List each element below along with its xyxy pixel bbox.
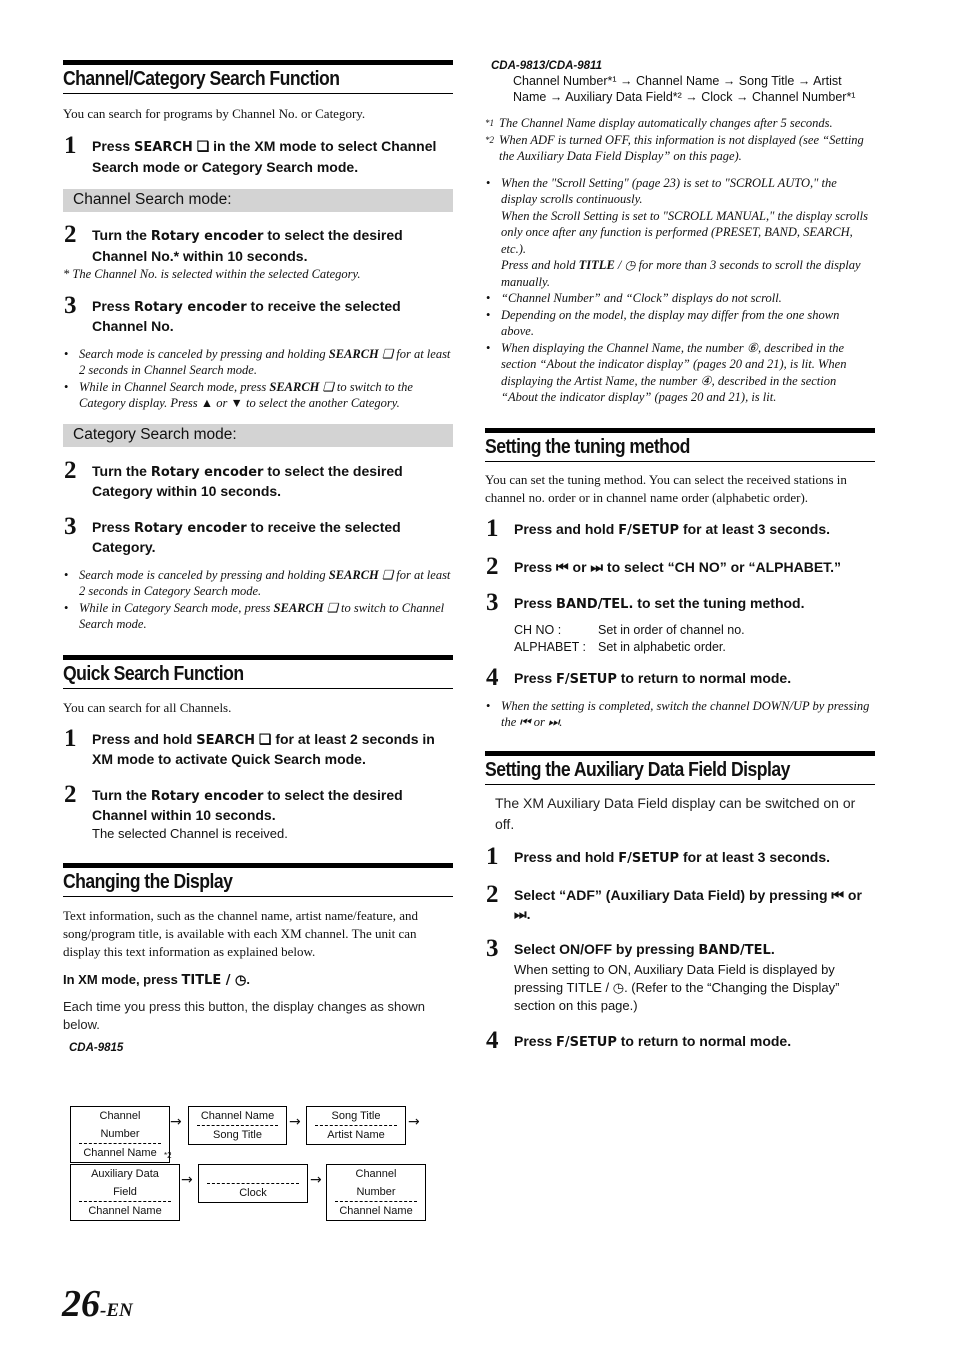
- arrow-icon: →: [408, 1114, 420, 1130]
- band-channel-search: Channel Search mode:: [63, 189, 453, 212]
- flow-box: Channel Name Song Title: [188, 1106, 287, 1145]
- flow-box: Channel Number Channel Name: [70, 1106, 170, 1163]
- step-1: 1 Press SEARCH ❏ in the XM mode to select Channel Search mode or Category Search mode.: [64, 132, 437, 175]
- step-1: 1 Press and hold F/SETUP for at least 3 seconds.: [486, 514, 831, 542]
- clock-icon: ◷: [235, 971, 247, 987]
- section-tuning-method: [485, 428, 875, 462]
- intro-text: You can set the tuning method. You can select the received stations in channel no. order or in channel name order (alphabetic order).: [485, 471, 847, 505]
- flow-box: Clock: [198, 1164, 308, 1203]
- flow-box: Channel Number Channel Name: [326, 1164, 426, 1221]
- flow-box: Auxiliary Data Field Channel Name: [70, 1164, 180, 1221]
- arrow-icon: →: [310, 1172, 322, 1188]
- section-title: Channel/Category Search Function: [63, 68, 340, 90]
- section-quick-search: [63, 655, 453, 689]
- list-item: • Search mode is canceled by pressing and holding SEARCH ❏ for at least 2 seconds in Category Search mode.: [63, 567, 453, 600]
- step-3: 3 Press Rotary encoder to receive the selected Channel No.: [64, 291, 401, 334]
- display-sequence: Channel Number*¹ → Channel Name → Song Title → Artist Name → Auxiliary Data Field*² → Clock → Channel Number*¹: [513, 74, 856, 104]
- list-item: • “Channel Number” and “Clock” displays do not scroll.: [485, 290, 875, 307]
- step-2: 2 Turn the Rotary encoder to select the desired Category within 10 seconds.: [64, 456, 403, 499]
- right-column: [485, 60, 875, 1052]
- step-1: 1 Press and hold SEARCH ❏ for at least 2 seconds in XM mode to activate Quick Search mode.: [64, 724, 435, 767]
- page-number: 26-EN: [62, 1283, 133, 1325]
- search-icon: ❏: [381, 567, 394, 582]
- section-channel-category-search: [63, 60, 453, 94]
- option-list: [485, 622, 875, 655]
- bullet-list: [485, 175, 875, 406]
- list-item: • When displaying the Channel Name, the number ⑥, described in the section “About the indicator display” (pages 20 and 21), is lit. When displaying the Artist Name, the number ④, described in the section “About the indicator display” (pages 20 and 21), is lit.: [485, 340, 875, 406]
- section-adf-display: [485, 751, 875, 785]
- intro-text: Text information, such as the channel name, artist name/feature, and song/program title, is available with each XM channel. The unit can display this text information as explained below.: [63, 907, 419, 959]
- step-4: 4 Press F/SETUP to return to normal mode.: [486, 664, 792, 691]
- intro-text: The XM Auxiliary Data Field display can be switched on or off.: [495, 794, 856, 832]
- list-item: ALPHABET : Set in alphabetic order.: [514, 639, 726, 654]
- list-item: • Search mode is canceled by pressing and holding SEARCH ❏ for at least 2 seconds in Channel Search mode.: [63, 346, 453, 379]
- footnote: *2 When ADF is turned OFF, this information is not displayed (see “Setting the Auxiliary Data Field Display” on this page).: [485, 132, 864, 163]
- section-title: Setting the tuning method: [485, 435, 690, 458]
- step-3: 3 Press Rotary encoder to receive the selected Category.: [64, 512, 401, 555]
- list-item: • When the "Scroll Setting" (page 23) is set to "SCROLL AUTO," the display scrolls continuously. When the Scroll Setting is set to "SCROLL MANUAL," the display scrolls only once after any function is performed (PRESET, BAND, SEARCH, etc.). Press and hold TITLE / ◷ for more than 3 seconds to scroll the display manually.: [485, 175, 875, 291]
- step-4: 4 Press F/SETUP to return to normal mode.: [486, 1026, 792, 1054]
- search-icon: ❏: [322, 379, 334, 394]
- step-3: 3 Press BAND/TEL. to set the tuning method.: [486, 588, 805, 616]
- description: Each time you press this button, the display changes as shown below.: [63, 998, 426, 1032]
- list-item: • Depending on the model, the display may differ from the one shown above.: [485, 307, 875, 340]
- model-label: CDA-9815: [69, 1041, 124, 1054]
- list-item: • When the setting is completed, switch the channel DOWN/UP by pressing the ⏮ or ⏭.: [485, 698, 875, 731]
- bullet-list: [485, 698, 875, 731]
- step-2: 2 Turn the Rotary encoder to select the desired Channel No.* within 10 seconds.: [64, 221, 403, 264]
- clock-icon: ◷: [624, 258, 636, 272]
- section-title: Setting the Auxiliary Data Field Display: [485, 758, 790, 781]
- flow-box: Song Title Artist Name: [306, 1106, 406, 1145]
- step-3: 3 Select ON/OFF by pressing BAND/TEL. When setting to ON, Auxiliary Data Field is displayed by pressing TITLE / ◷. (Refer to the “Changing the Display” section on this page.): [486, 935, 840, 1013]
- footnotes: [485, 115, 875, 165]
- footnote: *1 The Channel Name display automatically changes after 5 seconds.: [485, 116, 833, 130]
- search-key: SEARCH: [134, 140, 193, 155]
- bullet-list: [63, 346, 453, 412]
- section-changing-display: [63, 863, 453, 897]
- search-icon: ❏: [258, 730, 272, 747]
- step-2: 2 Press ⏮ or ⏭ to select “CH NO” or “ALPHABET.”: [486, 553, 842, 580]
- instruction: In XM mode, press TITLE / ◷.: [63, 971, 250, 988]
- step-1: 1 Press and hold F/SETUP for at least 3 seconds.: [486, 842, 831, 870]
- band-category-search: Category Search mode:: [63, 424, 453, 447]
- arrow-icon: →: [289, 1114, 301, 1130]
- section-title: Changing the Display: [63, 870, 233, 893]
- footnote-marker: *2: [164, 1151, 172, 1160]
- left-column: [63, 60, 453, 1054]
- list-item: • While in Category Search mode, press SEARCH ❏ to switch to Channel Search mode.: [63, 600, 453, 633]
- bullet-list: [63, 567, 453, 633]
- arrow-icon: →: [170, 1114, 182, 1130]
- list-item: CH NO : Set in order of channel no.: [514, 623, 745, 637]
- model-label: CDA-9813/CDA-9811: [491, 60, 602, 72]
- section-title: Quick Search Function: [63, 662, 244, 685]
- search-icon: ❏: [381, 346, 394, 361]
- arrow-icon: →: [181, 1172, 193, 1188]
- step-2: 2 Turn the Rotary encoder to select the desired Channel within 10 seconds. The selected Channel is received.: [64, 780, 403, 841]
- list-item: • While in Channel Search mode, press SEARCH ❏ to switch to the Category display. Press ▲ or ▼ to select the another Category.: [63, 379, 453, 412]
- intro-text: You can search for programs by Channel No. or Category.: [63, 106, 366, 121]
- footnote: * The Channel No. is selected within the selected Category.: [63, 267, 361, 281]
- search-icon: ❏: [196, 138, 210, 154]
- step-2: 2 Select “ADF” (Auxiliary Data Field) by pressing ⏮ or ⏭.: [486, 881, 862, 922]
- search-icon: ❏: [326, 600, 338, 615]
- intro-text: You can search for all Channels.: [63, 699, 232, 715]
